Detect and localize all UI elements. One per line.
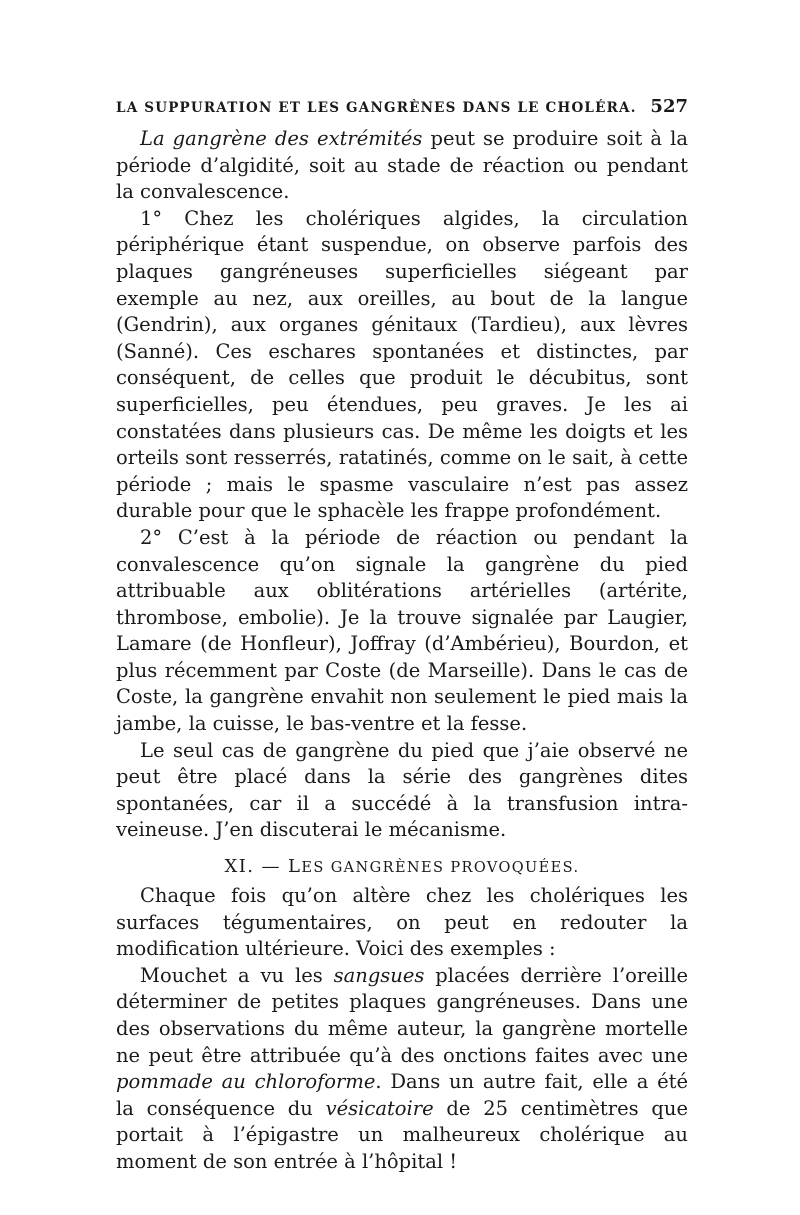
paragraph-3: 2° C’est à la période de réaction ou pendant la convalescence qu’on signale la gangrène du pied attribuable aux oblitérations artérielles (artérite, thrombose, embolie). Je la trouve signalée par Laugier, Lamare (de Honfleur), Joffray (d’Ambérieu), Bourdon, et plus récemment par Coste (de Marseille). Dans le cas de Coste, la gangrène envahit non seulement le pied mais la jambe, la cuisse, le bas-ventre et la fesse. (116, 525, 688, 736)
paragraph-6-part-c: placées derrière l’oreille déterminer de petites plaques gangréneuses. Dans une des observations du même auteur, la gangrène mortelle ne peut être attribuée qu’à des onctions faites avec une (116, 963, 688, 1067)
paragraph-4: Le seul cas de gangrène du pied que j’aie observé ne peut être placé dans la série des gangrènes dites spontanées, car il a succédé à la transfusion intra-veineuse. J’en discuterai le mécanisme. (116, 738, 688, 842)
running-title: LA SUPPURATION ET LES GANGRÈNES DANS LE CHOLÉRA. (116, 100, 637, 116)
paragraph-1 (116, 126, 688, 206)
running-head (116, 96, 688, 124)
italic-vesicatoire: vésicatoire (325, 1096, 434, 1120)
section-numeral: XI. — (224, 856, 289, 878)
paragraph-6-part-a: Mouchet a vu les (140, 963, 334, 987)
book-page (116, 96, 688, 1176)
section-title-rest: ES GANGRÈNES PROVOQUÉES. (301, 860, 580, 877)
italic-pommade: pommade au chloroforme (116, 1070, 376, 1094)
paragraph-6 (116, 963, 688, 1176)
paragraph-1-text: peut se produire soit à la période d’algidité, soit au stade de réaction ou pendant la convalescence. (116, 127, 688, 204)
lead-italic: La gangrène des extrémités (140, 127, 423, 150)
italic-sangsues: sangsues (333, 963, 425, 987)
section-heading (116, 856, 688, 877)
paragraph-2: 1° Chez les cholériques algides, la circulation périphérique étant suspendue, on observe parfois des plaques gangréneuses superficielles siégeant par exemple au nez, aux oreilles, au bout de la langue (Gendrin), aux organes génitaux (Tardieu), aux lèvres (Sanné). Ces eschares spontanées et distinctes, par conséquent, de celles que produit le décubitus, sont superficielles, peu étendues, peu graves. Je les ai constatées dans plusieurs cas. De même les doigts et les orteils sont resserrés, ratatinés, comme on le sait, à cette période ; mais le spasme vasculaire n’est pas assez durable pour que le sphacèle les frappe profondément. (116, 206, 688, 523)
page-number: 527 (650, 96, 688, 117)
paragraph-6-part-e: . Dans un autre fait, elle a été la conséquence du (116, 1070, 689, 1120)
paragraph-6-part-g: de 25 centimètres que portait à l’épigastre un malheureux cholérique au moment de son entrée à l’hôpital ! (116, 1096, 688, 1173)
section-initial: L (288, 856, 302, 878)
paragraph-5: Chaque fois qu’on altère chez les cholériques les surfaces tégumentaires, on peut en redouter la modification ultérieure. Voici des exemples : (116, 884, 688, 961)
